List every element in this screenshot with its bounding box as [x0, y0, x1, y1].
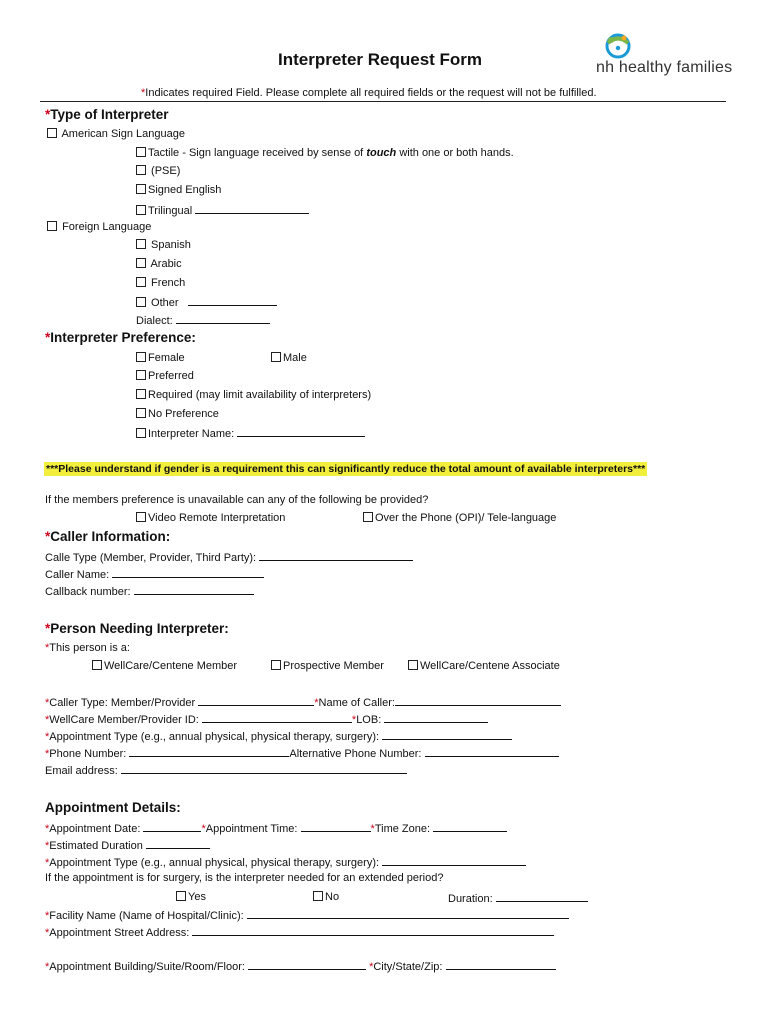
checkbox-icon: [136, 512, 146, 522]
gender-warning: ***Please understand if gender is a requirement this can significantly reduce the total amount of available interpreters***: [46, 463, 646, 475]
logo: [594, 32, 734, 78]
checkbox-icon: [136, 205, 146, 215]
appt-type-field[interactable]: [382, 854, 526, 866]
required-note: *Indicates required Field. Please complete all required fields or the request will not be fulfilled.: [141, 87, 597, 99]
checkbox-icon: [136, 428, 146, 438]
caller-type-member-field[interactable]: [198, 694, 314, 706]
interpreter-name-field[interactable]: [237, 425, 365, 437]
checkbox-icon: [136, 277, 146, 287]
city-state-zip-field[interactable]: [446, 958, 556, 970]
no-checkbox[interactable]: No: [313, 890, 339, 904]
female-checkbox[interactable]: Female: [136, 351, 185, 365]
facility-field[interactable]: [247, 907, 569, 919]
lob-field[interactable]: [384, 711, 488, 723]
arabic-checkbox[interactable]: Arabic: [136, 257, 182, 271]
member-checkbox[interactable]: WellCare/Centene Member: [92, 659, 237, 673]
caller-type-member-label: *Caller Type: Member/Provider *Name of Caller:: [45, 694, 561, 710]
dialect-label: Dialect:: [136, 312, 270, 328]
vri-checkbox[interactable]: Video Remote Interpretation: [136, 511, 285, 525]
spanish-checkbox[interactable]: Spanish: [136, 238, 191, 252]
member-id-label: *WellCare Member/Provider ID: *LOB:: [45, 711, 488, 727]
person-appt-type-label: *Appointment Type (e.g., annual physical, physical therapy, surgery):: [45, 728, 512, 744]
trilingual-checkbox[interactable]: Trilingual: [136, 202, 309, 218]
member-id-field[interactable]: [202, 711, 352, 723]
other-field[interactable]: [188, 294, 277, 306]
checkbox-icon: [136, 297, 146, 307]
header-rule: [40, 101, 726, 102]
extended-duration-field[interactable]: [496, 890, 588, 902]
checkbox-icon: [136, 258, 146, 268]
yes-checkbox[interactable]: Yes: [176, 890, 206, 904]
appointment-heading: Appointment Details:: [45, 800, 181, 815]
asl-checkbox[interactable]: American Sign Language: [47, 127, 185, 141]
checkbox-icon: [176, 891, 186, 901]
building-field[interactable]: [248, 958, 366, 970]
time-zone-field[interactable]: [433, 820, 507, 832]
checkbox-icon: [136, 408, 146, 418]
this-person-label: *This person is a:: [45, 642, 130, 654]
caller-type-label: Calle Type (Member, Provider, Third Party):: [45, 549, 413, 565]
duration-field[interactable]: [146, 837, 210, 849]
appt-date-label: *Appointment Date: *Appointment Time: *Time Zone:: [45, 820, 507, 836]
other-checkbox[interactable]: Other: [136, 294, 277, 310]
callback-label: Callback number:: [45, 583, 254, 599]
checkbox-icon: [92, 660, 102, 670]
opi-checkbox[interactable]: Over the Phone (OPI)/ Tele-language: [363, 511, 556, 525]
checkbox-icon: [136, 184, 146, 194]
extended-duration-label: Duration:: [448, 890, 588, 906]
checkbox-icon: [136, 370, 146, 380]
street-label: *Appointment Street Address:: [45, 924, 554, 940]
prospective-checkbox[interactable]: Prospective Member: [271, 659, 384, 673]
no-preference-checkbox[interactable]: No Preference: [136, 407, 219, 421]
checkbox-icon: [313, 891, 323, 901]
person-heading: *Person Needing Interpreter:: [45, 621, 229, 636]
pse-checkbox[interactable]: (PSE): [136, 164, 180, 178]
trilingual-field[interactable]: [195, 202, 309, 214]
callback-field[interactable]: [134, 583, 254, 595]
phone-label: *Phone Number: Alternative Phone Number:: [45, 745, 559, 761]
phone-field[interactable]: [129, 745, 289, 757]
caller-name-field[interactable]: [112, 566, 264, 578]
family-logo-icon: [602, 32, 634, 60]
street-field[interactable]: [192, 924, 554, 936]
email-field[interactable]: [121, 762, 407, 774]
required-checkbox[interactable]: Required (may limit availability of interpreters): [136, 388, 371, 402]
checkbox-icon: [136, 239, 146, 249]
caller-name-label: Caller Name:: [45, 566, 264, 582]
foreign-checkbox[interactable]: Foreign Language: [47, 220, 151, 234]
interpreter-name-checkbox[interactable]: Interpreter Name:: [136, 425, 365, 441]
email-label: Email address:: [45, 762, 407, 778]
appt-date-field[interactable]: [143, 820, 201, 832]
checkbox-icon: [271, 660, 281, 670]
checkbox-icon: [408, 660, 418, 670]
checkbox-icon: [47, 128, 57, 138]
surgery-question: If the appointment is for surgery, is the interpreter needed for an extended period?: [45, 872, 444, 884]
checkbox-icon: [136, 389, 146, 399]
logo-text: nh healthy families: [596, 59, 733, 76]
person-appt-type-field[interactable]: [382, 728, 512, 740]
checkbox-icon: [271, 352, 281, 362]
checkbox-icon: [136, 352, 146, 362]
tactile-checkbox[interactable]: Tactile - Sign language received by sense of touch with one or both hands.: [136, 146, 514, 160]
type-heading: *Type of Interpreter: [45, 107, 169, 122]
signed-english-checkbox[interactable]: Signed English: [136, 183, 221, 197]
appt-type-label: *Appointment Type (e.g., annual physical, physical therapy, surgery):: [45, 854, 526, 870]
appt-time-field[interactable]: [301, 820, 371, 832]
name-of-caller-field[interactable]: [395, 694, 561, 706]
french-checkbox[interactable]: French: [136, 276, 185, 290]
building-label: *Appointment Building/Suite/Room/Floor: *City/State/Zip:: [45, 958, 556, 974]
male-checkbox[interactable]: Male: [271, 351, 307, 365]
caller-heading: *Caller Information:: [45, 529, 171, 544]
preference-heading: *Interpreter Preference:: [45, 330, 196, 345]
facility-label: *Facility Name (Name of Hospital/Clinic):: [45, 907, 569, 923]
alt-phone-field[interactable]: [425, 745, 559, 757]
checkbox-icon: [47, 221, 57, 231]
preferred-checkbox[interactable]: Preferred: [136, 369, 194, 383]
page-title: Interpreter Request Form: [278, 50, 483, 69]
checkbox-icon: [363, 512, 373, 522]
duration-label: *Estimated Duration: [45, 837, 210, 853]
checkbox-icon: [136, 147, 146, 157]
alternative-question: If the members preference is unavailable can any of the following be provided?: [45, 494, 429, 506]
checkbox-icon: [136, 165, 146, 175]
dialect-field[interactable]: [176, 312, 270, 324]
caller-type-field[interactable]: [259, 549, 413, 561]
associate-checkbox[interactable]: WellCare/Centene Associate: [408, 659, 560, 673]
